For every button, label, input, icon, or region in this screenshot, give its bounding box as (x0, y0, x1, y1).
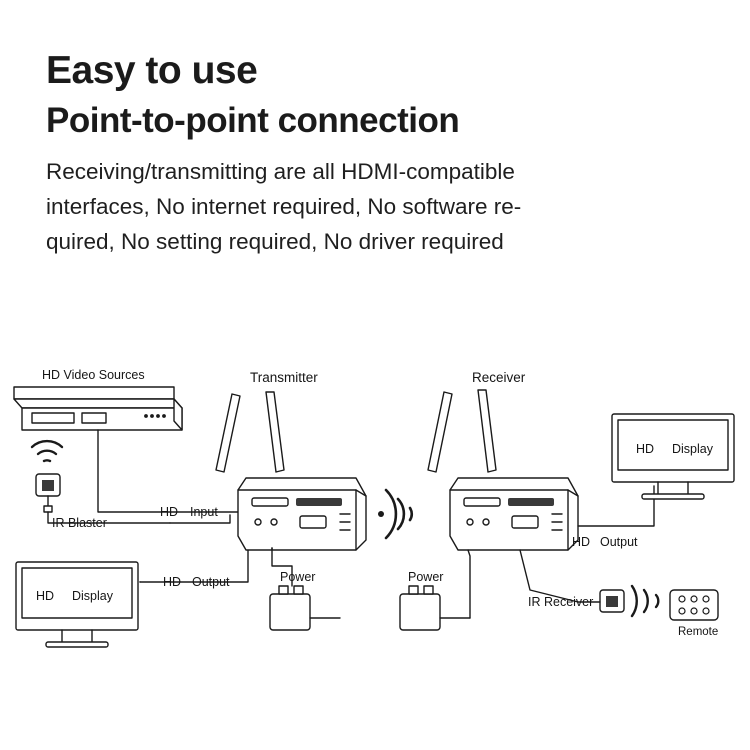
power-adapter-receiver (400, 550, 470, 630)
label-hd-input-input: Input (190, 505, 218, 519)
receiver-device (428, 390, 578, 550)
remote-control (670, 590, 718, 620)
label-power-transmitter: Power (280, 570, 316, 584)
hd-display-right (612, 414, 734, 499)
description-line-1: Receiving/transmitting are all HDMI-compatible (46, 159, 515, 185)
wireless-signal-waves (378, 490, 412, 538)
label-right-display-display: Display (672, 442, 713, 456)
label-left-output-hd: HD (163, 575, 182, 589)
label-left-display-display: Display (72, 589, 113, 603)
page-subtitle: Point-to-point connection (46, 101, 460, 141)
label-ir-blaster: IR Blaster (52, 516, 107, 530)
description-text (46, 155, 666, 260)
label-transmitter: Transmitter (250, 370, 318, 385)
label-remote: Remote (678, 626, 719, 638)
ir-blaster-device (32, 441, 170, 523)
description-line-3: quired, No setting required, No driver required (46, 229, 504, 255)
hd-display-left (16, 562, 138, 647)
description-line-2: interfaces, No internet required, No software re- (46, 194, 522, 220)
label-right-output-hd: HD (572, 535, 591, 549)
transmitter-device (216, 392, 366, 550)
label-hd-input-hd: HD (160, 505, 179, 519)
label-left-display-hd: HD (36, 589, 55, 603)
heading-block (46, 48, 706, 260)
receiver-to-display-cable (578, 486, 654, 526)
label-right-display-hd: HD (636, 442, 655, 456)
hd-video-source-device (14, 387, 182, 430)
label-ir-receiver: IR Receiver (528, 595, 594, 609)
label-power-receiver: Power (408, 570, 444, 584)
label-hd-video-sources: HD Video Sources (42, 368, 145, 382)
label-left-output-output: Output (192, 575, 230, 589)
connection-diagram (0, 350, 750, 680)
label-right-output-output: Output (600, 535, 638, 549)
label-receiver: Receiver (472, 370, 526, 385)
page-title: Easy to use (46, 49, 258, 92)
power-adapter-transmitter (270, 548, 340, 630)
